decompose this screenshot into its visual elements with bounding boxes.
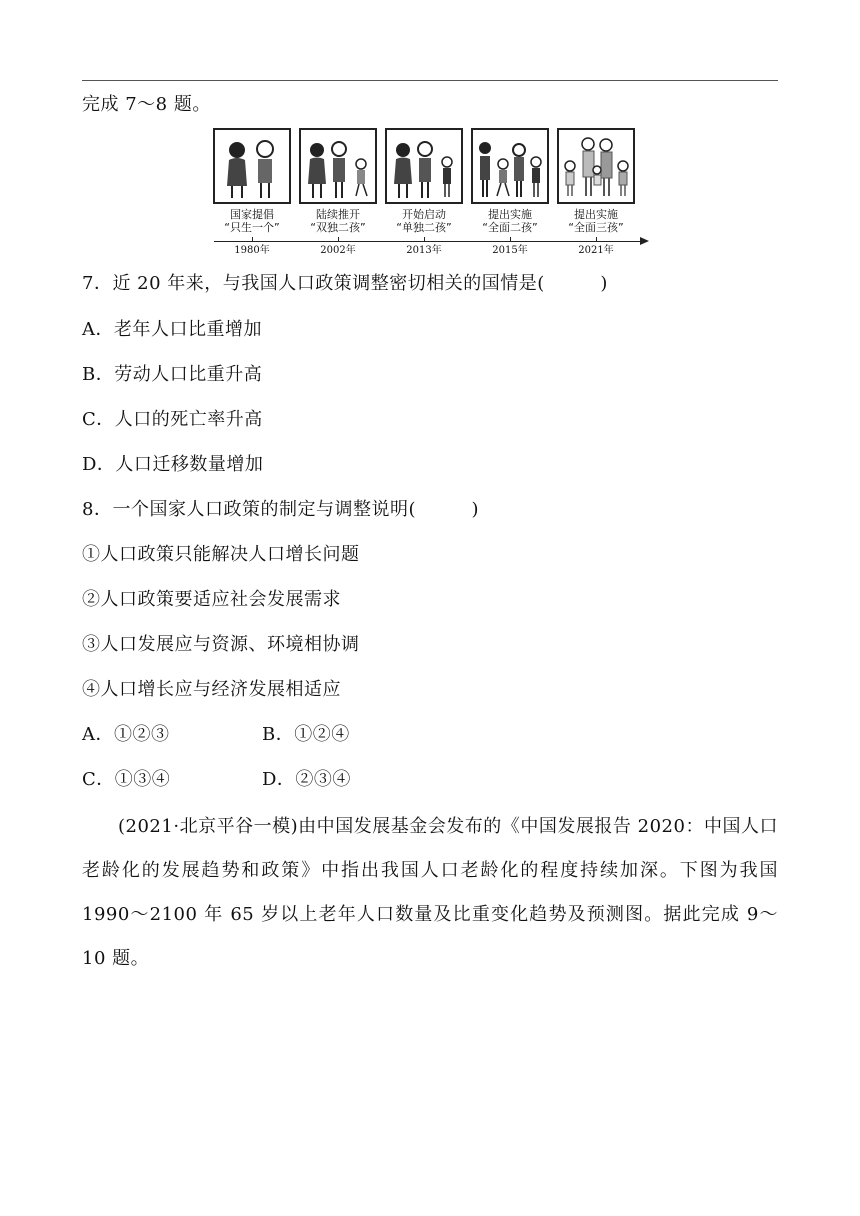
question-8-option-a[interactable]: A．①②③: [82, 724, 170, 745]
top-rule: [82, 80, 778, 81]
intro-text: 完成 7～8 题。: [82, 94, 211, 115]
year-label: 2021年: [578, 245, 614, 256]
timeline-tick: [338, 237, 339, 241]
family-panel-2015: [471, 128, 549, 204]
statement-4: ④人口增长应与经济发展相适应: [82, 679, 341, 700]
question-7-option-c[interactable]: C．人口的死亡率升高: [82, 409, 263, 430]
family-panel-2002: [299, 128, 377, 204]
caption-2015: 提出实施 “全面二孩”: [482, 208, 538, 234]
question-8-stem: 8．一个国家人口政策的制定与调整说明( ): [82, 499, 479, 520]
question-7-option-b[interactable]: B．劳动人口比重升高: [82, 364, 263, 385]
timeline-tick: [252, 237, 253, 241]
timeline-tick: [424, 237, 425, 241]
policy-timeline-figure: [210, 128, 650, 258]
family-panel-1980: [213, 128, 291, 204]
question-8-option-d[interactable]: D．②③④: [262, 769, 351, 790]
statement-3: ③人口发展应与资源、环境相协调: [82, 634, 360, 655]
passage-text: (2021·北京平谷一模)由中国发展基金会发布的《中国发展报告 2020：中国人口老龄化的发展趋势和政策》中指出我国人口老龄化的程度持续加深。下图为我国 1990～2100 年 65 岁以上老年人口数量及比重变化趋势及预测图。据此完成 9～10 题。: [82, 816, 778, 969]
timeline-tick: [510, 237, 511, 241]
question-7-option-d[interactable]: D．人口迁移数量增加: [82, 454, 264, 475]
timeline-arrow: [640, 237, 649, 245]
caption-1980: 国家提倡 “只生一个”: [224, 208, 280, 234]
question-8-option-c[interactable]: C．①③④: [82, 769, 171, 790]
family-panel-2021: [557, 128, 635, 204]
timeline-tick: [596, 237, 597, 241]
year-label: 2002年: [320, 245, 356, 256]
timeline-axis: [214, 241, 642, 242]
caption-2021: 提出实施 “全面三孩”: [568, 208, 624, 234]
statement-2: ②人口政策要适应社会发展需求: [82, 589, 341, 610]
question-7-option-a[interactable]: A．老年人口比重增加: [82, 319, 262, 340]
question-7-stem: 7．近 20 年来，与我国人口政策调整密切相关的国情是( ): [82, 273, 608, 294]
year-label: 1980年: [234, 245, 270, 256]
caption-2013: 开始启动 “单独二孩”: [396, 208, 452, 234]
statement-1: ①人口政策只能解决人口增长问题: [82, 544, 360, 565]
family-panel-2013: [385, 128, 463, 204]
caption-2002: 陆续推开 “双独二孩”: [310, 208, 366, 234]
year-label: 2013年: [406, 245, 442, 256]
year-label: 2015年: [492, 245, 528, 256]
question-8-option-b[interactable]: B．①②④: [262, 724, 350, 745]
